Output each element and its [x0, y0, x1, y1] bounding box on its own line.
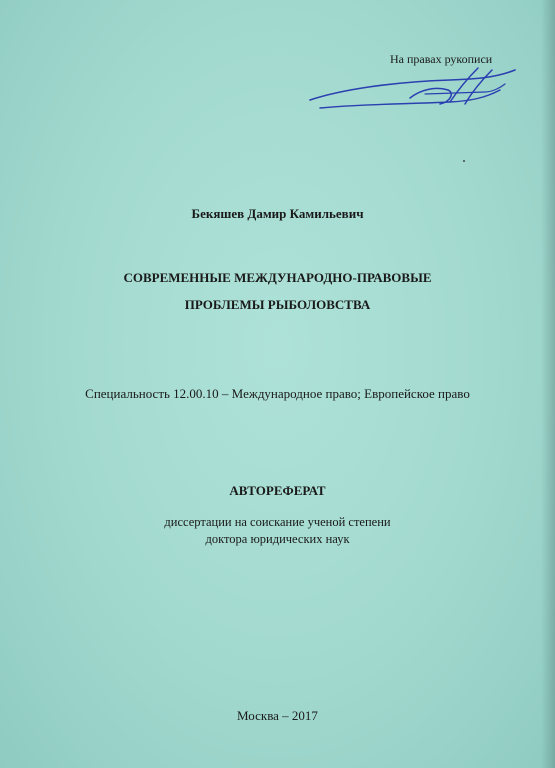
handwritten-signature — [300, 60, 530, 130]
manuscript-rights-note: На правах рукописи — [390, 52, 493, 66]
page-edge-shadow — [541, 0, 555, 768]
purpose-line-1: диссертации на соискание ученой степени — [164, 515, 391, 529]
title-line-2: ПРОБЛЕМЫ РЫБОЛОВСТВА — [184, 297, 371, 312]
purpose-line-2: доктора юридических наук — [205, 532, 350, 546]
specialty-line: Специальность 12.00.10 – Международное право; Европейское право — [85, 386, 470, 401]
author-name: Бекяшев Дамир Камильевич — [191, 206, 364, 221]
paper-speck — [463, 160, 465, 162]
city-year: Москва – 2017 — [237, 708, 318, 723]
title-line-1: СОВРЕМЕННЫЕ МЕЖДУНАРОДНО-ПРАВОВЫЕ — [123, 270, 432, 285]
document-type: АВТОРЕФЕРАТ — [229, 483, 326, 498]
